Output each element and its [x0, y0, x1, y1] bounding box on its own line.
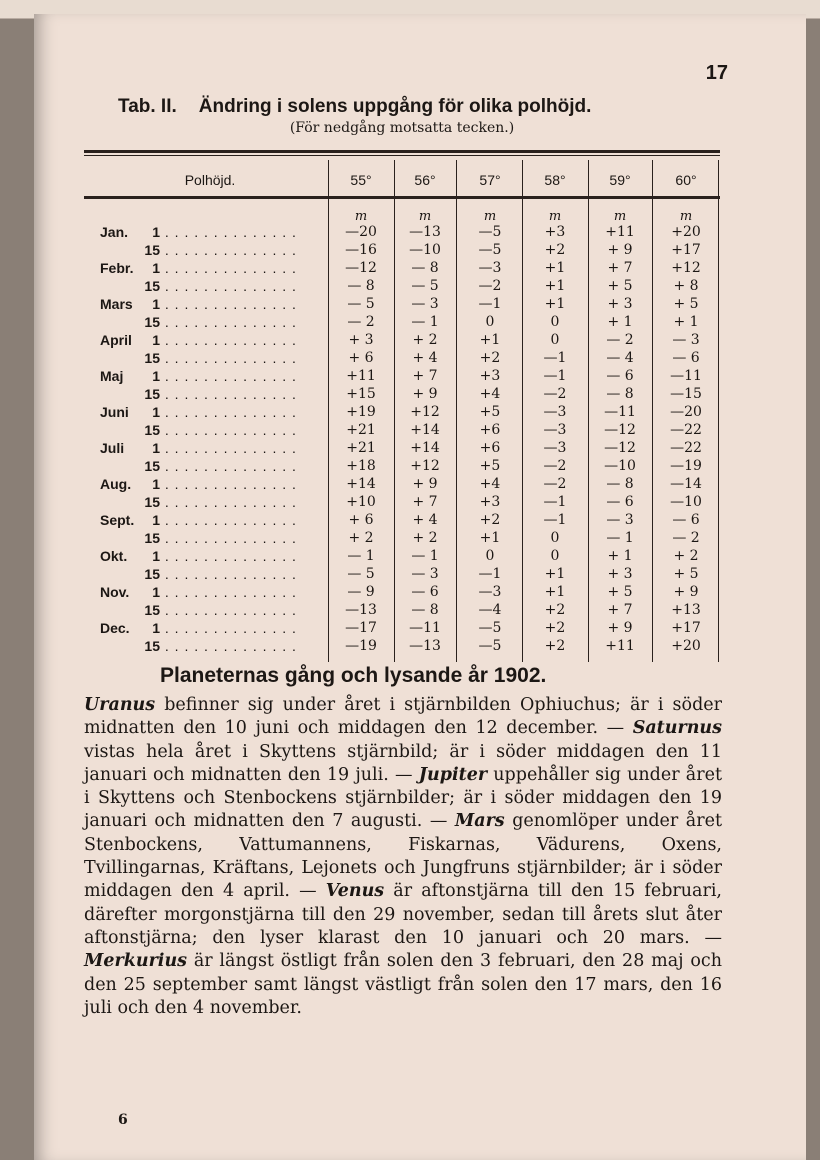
table-cell: + 5: [607, 278, 633, 294]
table-cell: + 7: [607, 260, 633, 276]
table-cell: + 9: [412, 386, 438, 402]
dot-leader: . . . . . . . . . . . . . .: [160, 422, 297, 438]
table-label: Tab. II.: [118, 96, 177, 117]
day-number: 15: [144, 638, 160, 654]
table-cell: +14: [346, 476, 376, 492]
table-cell: 0: [550, 332, 560, 348]
table-cell: — 3: [606, 512, 634, 528]
table-cell: +1: [544, 296, 566, 312]
table-cell: +21: [346, 440, 376, 456]
table-cell: —11: [670, 368, 702, 384]
column-header: 59°: [609, 172, 631, 188]
table-cell: —19: [345, 638, 377, 654]
table-row: [0, 260, 820, 278]
day-number: 1: [152, 440, 160, 456]
table-cell: —12: [345, 260, 377, 276]
table-cell: + 9: [607, 620, 633, 636]
month-name: Febr.: [100, 260, 134, 276]
table-cell: —3: [478, 260, 502, 276]
table-cell: —22: [670, 422, 702, 438]
planets-paragraph: [84, 694, 722, 1020]
table-cell: —12: [604, 440, 636, 456]
day-number: 15: [144, 386, 160, 402]
table-top-rule: [84, 150, 720, 153]
month-name: Okt.: [100, 548, 128, 564]
day-number: 15: [144, 566, 160, 582]
table-cell: — 6: [672, 512, 700, 528]
month-name: Nov.: [100, 584, 130, 600]
day-number: 15: [144, 602, 160, 618]
unit-label: m: [679, 209, 693, 224]
row-date-label: [100, 242, 320, 258]
table-row: [0, 494, 820, 512]
month-name: April: [100, 332, 132, 348]
table-cell: — 6: [606, 368, 634, 384]
table-cell: —11: [604, 404, 636, 420]
month-name: Maj: [100, 368, 124, 384]
table-row: [0, 620, 820, 638]
paragraph-text: genomlöper under året Stenbockens, Vattumannens, Fiskarnas, Vädurens, Oxens, Tvillingarnas, Kräftans, Lejonets och Jungfruns stjärnbilder; är i söder middagen den 4 april. —: [84, 811, 722, 902]
table-cell: —5: [478, 242, 502, 258]
paragraph-text: är längst östligt från solen den 3 februari, den 28 maj och den 25 september samt längst västligt från solen den 17 mars, den 16 juli och den 4 november.: [84, 951, 722, 1018]
column-header: 58°: [544, 172, 566, 188]
table-row: [0, 512, 820, 530]
table-cell: + 4: [412, 512, 438, 528]
table-cell: —5: [478, 224, 502, 240]
table-cell: —1: [478, 296, 502, 312]
dot-leader: . . . . . . . . . . . . . .: [160, 314, 297, 330]
table-row: [0, 458, 820, 476]
table-cell: + 5: [673, 566, 699, 582]
paragraph-text: är aftonstjärna till den 15 februari, därefter morgonstjärna till den 29 november, sedan till årets slut åter aftonstjärna; den lyser klarast den 10 januari och 20 mars. —: [84, 881, 722, 948]
table-cell: +1: [544, 260, 566, 276]
table-cell: +4: [479, 476, 501, 492]
row-date-label: [100, 602, 320, 618]
table-cell: + 3: [607, 566, 633, 582]
row-date-label: [100, 566, 320, 582]
table-cell: — 8: [606, 386, 634, 402]
table-cell: +2: [544, 620, 566, 636]
planet-name: Mars: [454, 811, 505, 832]
month-name: Mars: [100, 296, 133, 312]
table-cell: —1: [543, 368, 567, 384]
table-cell: —13: [409, 224, 441, 240]
dot-leader: . . . . . . . . . . . . . .: [160, 530, 297, 546]
month-name: Jan.: [100, 224, 129, 240]
day-number: 15: [144, 278, 160, 294]
table-cell: — 5: [347, 566, 375, 582]
table-cell: —20: [670, 404, 702, 420]
table-cell: —15: [670, 386, 702, 402]
table-cell: + 7: [412, 494, 438, 510]
dot-leader: . . . . . . . . . . . . . .: [160, 224, 297, 240]
table-cell: +2: [544, 638, 566, 654]
table-cell: +17: [671, 242, 701, 258]
table-cell: +3: [544, 224, 566, 240]
row-date-label: [100, 476, 320, 492]
row-date-label: [100, 314, 320, 330]
table-cell: +6: [479, 422, 501, 438]
dot-leader: . . . . . . . . . . . . . .: [160, 512, 297, 528]
table-cell: —12: [604, 422, 636, 438]
table-cell: 0: [550, 548, 560, 564]
table-cell: —2: [478, 278, 502, 294]
column-header: 56°: [414, 172, 436, 188]
table-cell: + 9: [673, 584, 699, 600]
day-number: 15: [144, 242, 160, 258]
table-top-rule-inner: [84, 155, 720, 156]
table-cell: —13: [409, 638, 441, 654]
table-cell: +10: [346, 494, 376, 510]
row-date-label: [100, 404, 320, 420]
dot-leader: . . . . . . . . . . . . . .: [160, 494, 297, 510]
table-cell: + 7: [607, 602, 633, 618]
dot-leader: . . . . . . . . . . . . . .: [160, 458, 297, 474]
table-cell: —1: [543, 494, 567, 510]
table-cell: —19: [670, 458, 702, 474]
table-cell: +19: [346, 404, 376, 420]
table-cell: +13: [671, 602, 701, 618]
planet-name: Saturnus: [632, 718, 722, 739]
column-header: 57°: [479, 172, 501, 188]
table-cell: + 9: [412, 476, 438, 492]
table-row: [0, 278, 820, 296]
unit-label: m: [483, 209, 497, 224]
dot-leader: . . . . . . . . . . . . . .: [160, 242, 297, 258]
table-row: [0, 404, 820, 422]
table-cell: +14: [410, 422, 440, 438]
table-cell: —2: [543, 458, 567, 474]
planet-name: Merkurius: [84, 951, 188, 972]
table-cell: — 8: [347, 278, 375, 294]
month-name: Juni: [100, 404, 129, 420]
table-cell: — 3: [411, 296, 439, 312]
day-number: 15: [144, 314, 160, 330]
row-date-label: [100, 350, 320, 366]
table-cell: + 6: [348, 512, 374, 528]
table-cell: — 1: [606, 530, 634, 546]
row-date-label: [100, 440, 320, 456]
day-number: 15: [144, 350, 160, 366]
table-row: [0, 314, 820, 332]
month-name: Sept.: [100, 512, 135, 528]
table-cell: + 3: [607, 296, 633, 312]
unit-label: m: [354, 209, 368, 224]
table-cell: +3: [479, 368, 501, 384]
table-cell: + 7: [412, 368, 438, 384]
table-cell: —22: [670, 440, 702, 456]
table-cell: +1: [479, 530, 501, 546]
table-cell: +20: [671, 638, 701, 654]
table-row: [0, 332, 820, 350]
table-row: [0, 548, 820, 566]
table-cell: +12: [410, 458, 440, 474]
day-number: 1: [152, 296, 160, 312]
table-row: [0, 368, 820, 386]
paragraph-text: uppehåller sig under året i Skyttens och Stenbockens stjärnbilder; är i söder middagen den 19 januari och midnatten den 7 augusti. —: [84, 764, 722, 832]
day-number: 1: [152, 548, 160, 564]
table-cell: — 8: [411, 602, 439, 618]
table-cell: — 3: [411, 566, 439, 582]
table-cell: —3: [478, 584, 502, 600]
table-cell: 0: [550, 314, 560, 330]
unit-label: m: [613, 209, 627, 224]
day-number: 1: [152, 512, 160, 528]
table-cell: +12: [410, 404, 440, 420]
day-number: 1: [152, 620, 160, 636]
table-subtitle: (För nedgång motsatta tecken.): [289, 120, 515, 136]
month-name: Dec.: [100, 620, 130, 636]
column-header: 55°: [350, 172, 372, 188]
table-cell: +1: [544, 278, 566, 294]
table-cell: + 3: [348, 332, 374, 348]
table-cell: + 5: [673, 296, 699, 312]
table-cell: + 6: [348, 350, 374, 366]
row-date-label: [100, 494, 320, 510]
table-cell: —3: [543, 422, 567, 438]
dot-leader: . . . . . . . . . . . . . .: [160, 566, 297, 582]
table-cell: +14: [410, 440, 440, 456]
table-cell: —13: [345, 602, 377, 618]
table-cell: —2: [543, 386, 567, 402]
table-cell: — 6: [672, 350, 700, 366]
table-cell: —4: [478, 602, 502, 618]
day-number: 15: [144, 422, 160, 438]
table-cell: 0: [485, 548, 495, 564]
dot-leader: . . . . . . . . . . . . . .: [160, 368, 297, 384]
month-name: Aug.: [100, 476, 132, 492]
day-number: 1: [152, 476, 160, 492]
table-cell: + 8: [673, 278, 699, 294]
table-cell: —20: [345, 224, 377, 240]
table-cell: — 1: [411, 314, 439, 330]
dot-leader: . . . . . . . . . . . . . .: [160, 332, 297, 348]
table-row: [0, 296, 820, 314]
dot-leader: . . . . . . . . . . . . . .: [160, 476, 297, 492]
table-cell: —2: [543, 476, 567, 492]
unit-label: m: [418, 209, 432, 224]
table-cell: —5: [478, 638, 502, 654]
table-cell: 0: [485, 314, 495, 330]
table-cell: +1: [544, 584, 566, 600]
table-cell: — 3: [672, 332, 700, 348]
unit-label: m: [548, 209, 562, 224]
dot-leader: . . . . . . . . . . . . . .: [160, 296, 297, 312]
table-cell: + 9: [607, 242, 633, 258]
table-row: [0, 530, 820, 548]
row-date-label: [100, 584, 320, 600]
table-header-rule: [84, 196, 720, 199]
table-cell: +2: [544, 242, 566, 258]
table-cell: + 5: [607, 584, 633, 600]
row-date-label: [100, 638, 320, 654]
dot-leader: . . . . . . . . . . . . . .: [160, 260, 297, 276]
table-cell: +18: [346, 458, 376, 474]
table-cell: +11: [605, 224, 635, 240]
table-cell: +20: [671, 224, 701, 240]
month-name: Juli: [100, 440, 125, 456]
table-cell: — 6: [411, 584, 439, 600]
table-cell: +4: [479, 386, 501, 402]
row-date-label: [100, 458, 320, 474]
table-row: [0, 224, 820, 242]
table-cell: +11: [605, 638, 635, 654]
dot-leader: . . . . . . . . . . . . . .: [160, 386, 297, 402]
day-number: 15: [144, 494, 160, 510]
table-cell: + 2: [348, 530, 374, 546]
table-cell: —1: [478, 566, 502, 582]
table-cell: + 4: [412, 350, 438, 366]
dot-leader: . . . . . . . . . . . . . .: [160, 278, 297, 294]
table-cell: —5: [478, 620, 502, 636]
table-cell: —10: [409, 242, 441, 258]
row-date-label: [100, 296, 320, 312]
table-title: [118, 96, 718, 118]
table-cell: —10: [604, 458, 636, 474]
planet-name: Uranus: [84, 695, 156, 715]
dot-leader: . . . . . . . . . . . . . .: [160, 440, 297, 456]
table-row: [0, 584, 820, 602]
table-cell: + 1: [673, 314, 699, 330]
table-cell: +5: [479, 404, 501, 420]
table-row: [0, 386, 820, 404]
day-number: 1: [152, 404, 160, 420]
dot-leader: . . . . . . . . . . . . . .: [160, 602, 297, 618]
paragraph-text: vistas hela året i Skyttens stjärnbild; är i söder middagen den 11 januari och midnatten den 19 juli. —: [84, 741, 722, 785]
row-date-label: [100, 278, 320, 294]
day-number: 1: [152, 332, 160, 348]
table-cell: — 5: [411, 278, 439, 294]
row-date-label: [100, 368, 320, 384]
table-cell: — 5: [347, 296, 375, 312]
dot-leader: . . . . . . . . . . . . . .: [160, 548, 297, 564]
row-date-label: [100, 260, 320, 276]
table-row: [0, 602, 820, 620]
table-cell: —3: [543, 440, 567, 456]
table-cell: +17: [671, 620, 701, 636]
row-date-label: [100, 512, 320, 528]
table-cell: — 1: [411, 548, 439, 564]
table-cell: + 2: [673, 548, 699, 564]
table-cell: — 8: [606, 476, 634, 492]
table-cell: — 9: [347, 584, 375, 600]
table-cell: — 2: [606, 332, 634, 348]
table-cell: — 8: [411, 260, 439, 276]
table-cell: — 6: [606, 494, 634, 510]
table-cell: +11: [346, 368, 376, 384]
day-number: 15: [144, 458, 160, 474]
page-number: 17: [705, 62, 728, 84]
table-cell: +5: [479, 458, 501, 474]
table-cell: —14: [670, 476, 702, 492]
table-cell: — 4: [606, 350, 634, 366]
table-row: [0, 476, 820, 494]
signature-mark: 6: [118, 1112, 128, 1128]
table-cell: +1: [544, 566, 566, 582]
planet-name: Venus: [325, 881, 385, 902]
table-cell: —17: [345, 620, 377, 636]
table-cell: + 1: [607, 548, 633, 564]
day-number: 1: [152, 368, 160, 384]
row-date-label: [100, 332, 320, 348]
table-cell: —10: [670, 494, 702, 510]
table-cell: +2: [544, 602, 566, 618]
row-date-label: [100, 224, 320, 240]
table-row: [0, 242, 820, 260]
table-cell: —1: [543, 512, 567, 528]
table-cell: +21: [346, 422, 376, 438]
dot-leader: . . . . . . . . . . . . . .: [160, 350, 297, 366]
table-cell: +2: [479, 350, 501, 366]
row-date-label: [100, 620, 320, 636]
table-cell: —16: [345, 242, 377, 258]
table-cell: —11: [409, 620, 441, 636]
day-number: 15: [144, 530, 160, 546]
table-cell: +6: [479, 440, 501, 456]
planet-name: Jupiter: [418, 764, 488, 785]
polhojd-header: Polhöjd.: [184, 172, 236, 188]
section-title: Planeternas gång och lysande år 1902.: [160, 664, 547, 687]
day-number: 1: [152, 224, 160, 240]
row-date-label: [100, 422, 320, 438]
table-cell: — 2: [672, 530, 700, 546]
table-row: [0, 566, 820, 584]
table-cell: + 1: [607, 314, 633, 330]
table-cell: —3: [543, 404, 567, 420]
row-date-label: [100, 386, 320, 402]
day-number: 1: [152, 584, 160, 600]
table-cell: + 2: [412, 332, 438, 348]
table-cell: —1: [543, 350, 567, 366]
dot-leader: . . . . . . . . . . . . . .: [160, 620, 297, 636]
table-cell: + 2: [412, 530, 438, 546]
dot-leader: . . . . . . . . . . . . . .: [160, 584, 297, 600]
table-cell: +2: [479, 512, 501, 528]
table-heading: Ändring i solens uppgång för olika polhöjd.: [198, 96, 592, 117]
table-cell: — 2: [347, 314, 375, 330]
table-cell: +1: [479, 332, 501, 348]
table-cell: 0: [550, 530, 560, 546]
table-row: [0, 440, 820, 458]
paragraph-text: befinner sig under året i stjärnbilden Ophiuchus; är i söder midnatten den 10 juni och middagen den 12 december. —: [84, 695, 722, 739]
table-row: [0, 638, 820, 656]
table-cell: — 1: [347, 548, 375, 564]
table-cell: +15: [346, 386, 376, 402]
table-row: [0, 350, 820, 368]
dot-leader: . . . . . . . . . . . . . .: [160, 638, 297, 654]
day-number: 1: [152, 260, 160, 276]
row-date-label: [100, 548, 320, 564]
column-header: 60°: [675, 172, 697, 188]
dot-leader: . . . . . . . . . . . . . .: [160, 404, 297, 420]
table-row: [0, 422, 820, 440]
table-cell: +3: [479, 494, 501, 510]
row-date-label: [100, 530, 320, 546]
table-cell: +12: [671, 260, 701, 276]
